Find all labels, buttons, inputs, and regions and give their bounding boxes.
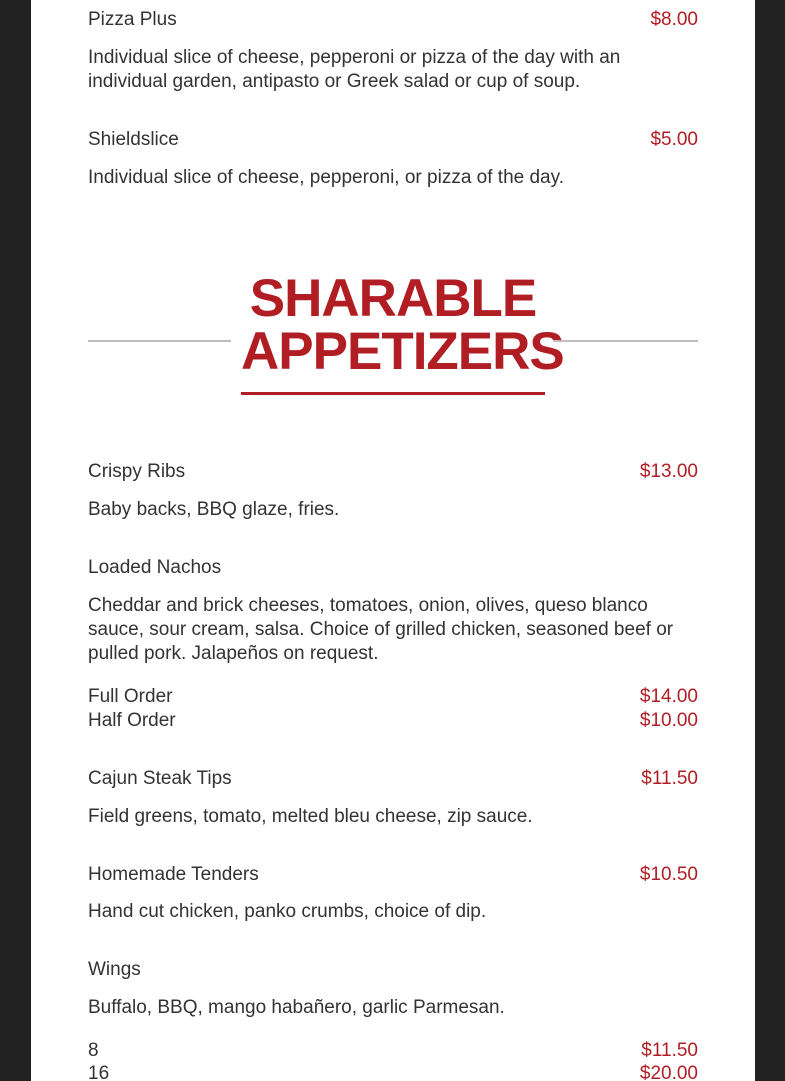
section-title-line-2: APPETIZERS (241, 322, 564, 381)
item-description: Baby backs, BBQ glaze, fries. (88, 499, 340, 520)
heading-divider-left (88, 340, 231, 342)
item-price: $11.50 (641, 768, 698, 789)
option-label: Full Order (88, 686, 173, 707)
option-price: $14.00 (639, 686, 698, 707)
item-option-full-order (88, 685, 698, 709)
section-title (241, 269, 564, 381)
item-description: Buffalo, BBQ, mango habañero, garlic Parmesan. (88, 997, 505, 1018)
item-price: $10.50 (639, 864, 698, 885)
item-description: Cheddar and brick cheeses, tomatoes, onion, olives, queso blanco sauce, sour cream, salsa. Choice of grilled chicken, seasoned beef or pulled pork. Jalapeños on request. (88, 595, 674, 664)
item-name: Loaded Nachos (88, 557, 222, 578)
option-price: $20.00 (639, 1063, 698, 1081)
item-description: Field greens, tomato, melted bleu cheese, zip sauce. (88, 806, 533, 827)
item-name: Shieldslice (88, 129, 179, 150)
section-heading (88, 269, 698, 402)
menu-item-crispy-ribs (88, 460, 698, 484)
item-name: Pizza Plus (88, 9, 177, 30)
menu-item-cajun-steak-tips (88, 767, 698, 791)
menu-page (31, 0, 755, 1081)
menu-item-pizza-plus (88, 8, 698, 32)
item-price: $5.00 (650, 129, 698, 150)
item-option-8 (88, 1039, 698, 1063)
option-price: $11.50 (641, 1040, 698, 1061)
item-option-half-order (88, 709, 698, 733)
item-price: $8.00 (650, 9, 698, 30)
menu-item-shieldslice (88, 128, 698, 152)
item-price: $13.00 (639, 461, 698, 482)
item-name: Wings (88, 959, 141, 980)
option-price: $10.00 (639, 710, 698, 731)
item-name: Homemade Tenders (88, 864, 259, 885)
heading-underline (241, 392, 545, 395)
item-option-16 (88, 1062, 698, 1081)
option-label: 8 (88, 1040, 99, 1061)
menu-item-loaded-nachos (88, 556, 698, 580)
item-name: Crispy Ribs (88, 461, 186, 482)
menu-item-wings (88, 958, 698, 982)
option-label: Half Order (88, 710, 176, 731)
heading-divider-right (554, 340, 698, 342)
item-name: Cajun Steak Tips (88, 768, 232, 789)
item-description: Individual slice of cheese, pepperoni, or pizza of the day. (88, 167, 564, 188)
item-description: Individual slice of cheese, pepperoni or pizza of the day with an individual garden, antipasto or Greek salad or cup of soup. (88, 47, 621, 92)
section-title-line-1: SHARABLE (249, 269, 537, 328)
menu-item-homemade-tenders (88, 863, 698, 887)
item-description: Hand cut chicken, panko crumbs, choice of dip. (88, 901, 487, 922)
option-label: 16 (88, 1063, 110, 1081)
